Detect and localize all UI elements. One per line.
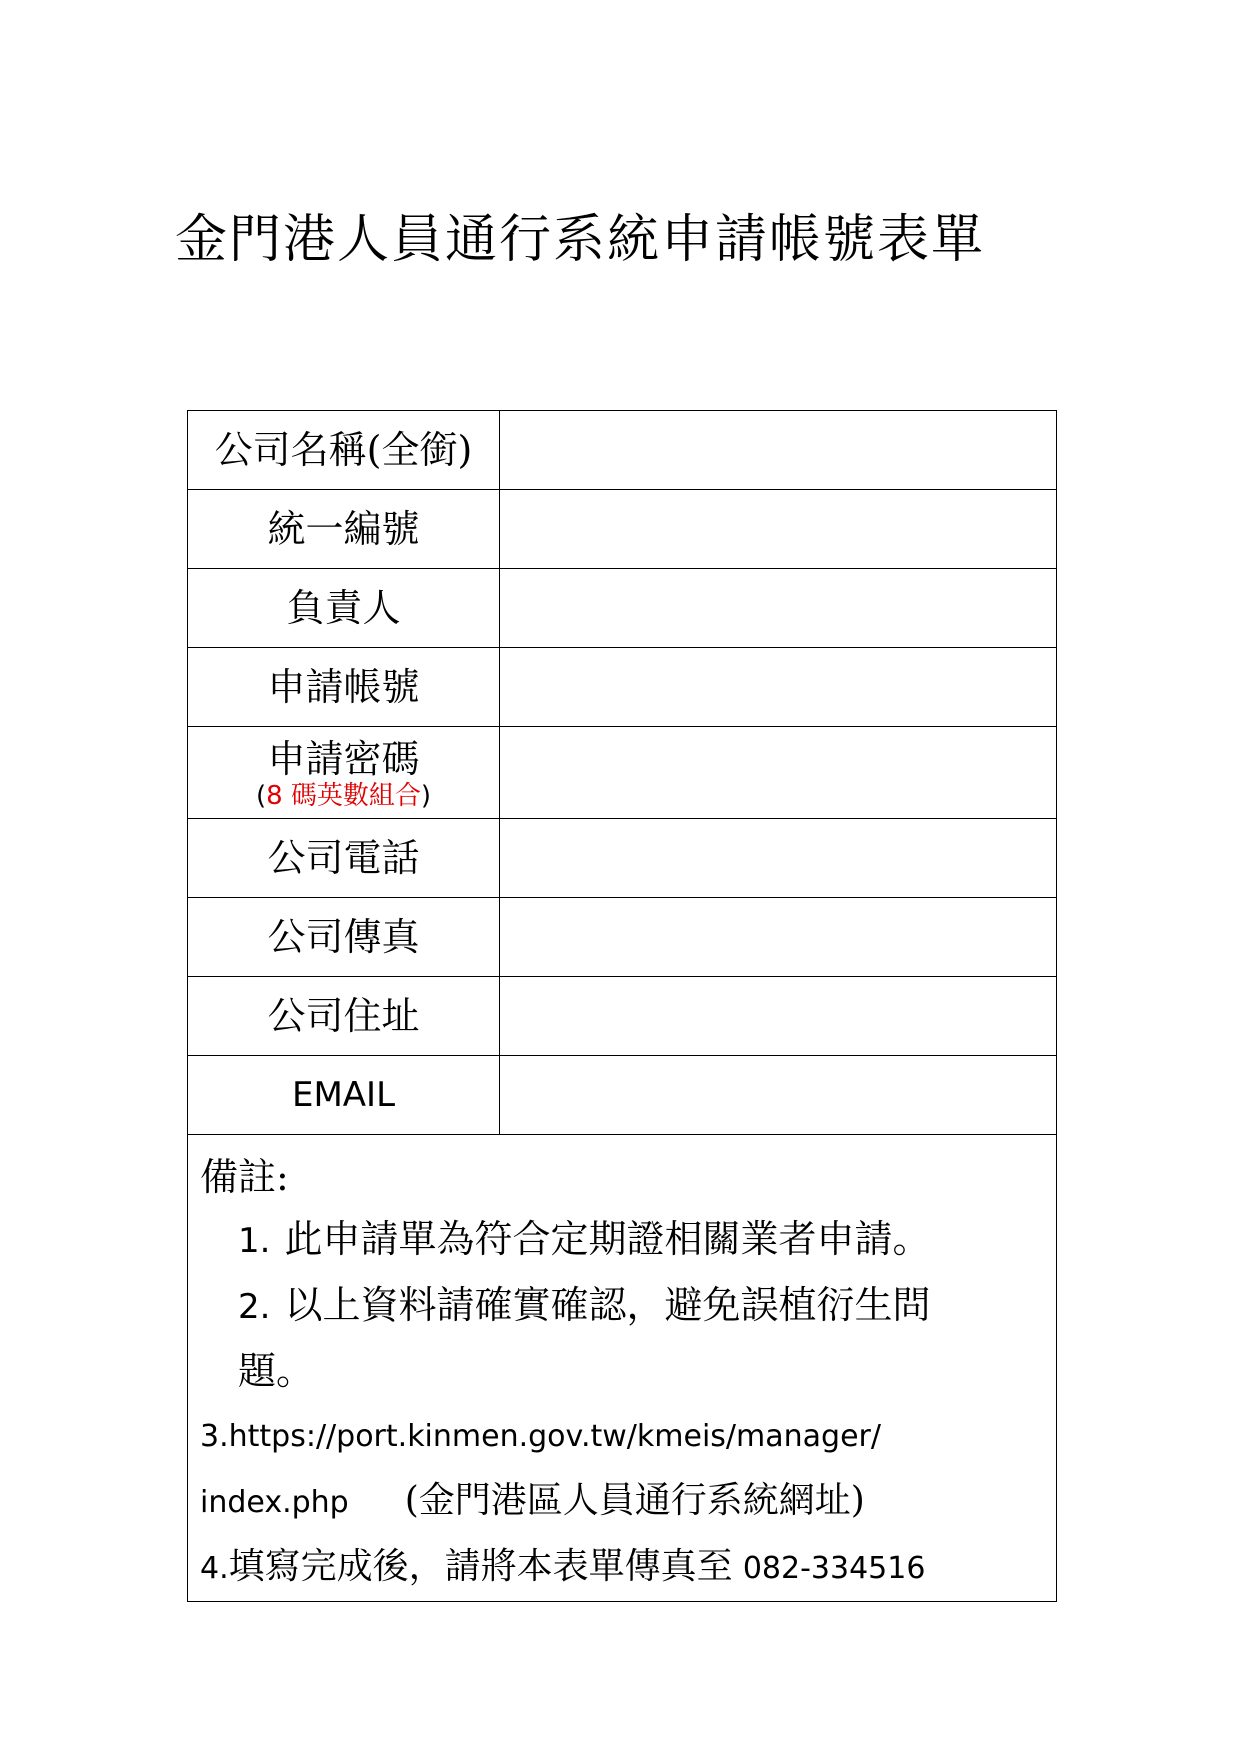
notes-row <box>188 1135 1057 1602</box>
field-label-password: 申請密碼 (8 碼英數組合) <box>188 727 500 819</box>
notes-section <box>188 1135 1057 1602</box>
table-row <box>188 1056 1057 1135</box>
field-value-fax[interactable] <box>500 898 1057 977</box>
password-hint: (8 碼英數組合) <box>255 780 432 811</box>
page-title: 金門港人員通行系統申請帳號表單 <box>174 210 985 270</box>
field-value-representative[interactable] <box>500 569 1057 648</box>
notes-heading: 備註: <box>200 1155 289 1199</box>
field-value-password[interactable] <box>500 727 1057 819</box>
table-row <box>188 411 1057 490</box>
table-row <box>188 490 1057 569</box>
field-label-tax-id: 統一編號 <box>188 490 500 569</box>
table-row <box>188 898 1057 977</box>
field-label-account: 申請帳號 <box>188 648 500 727</box>
field-value-address[interactable] <box>500 977 1057 1056</box>
application-form-table <box>187 410 1057 1602</box>
field-value-company-name[interactable] <box>500 411 1057 490</box>
field-label-email: EMAIL <box>188 1056 500 1135</box>
note-item-1: 1. 此申請單為符合定期證相關業者申請。 <box>238 1217 931 1261</box>
system-url-page: index.php <box>200 1485 349 1520</box>
note-item-3 <box>200 1403 1046 1469</box>
table-row <box>188 819 1057 898</box>
fax-number: 082-334516 <box>742 1551 926 1586</box>
note-item-3-continued: index.php (金門港區人員通行系統網址) <box>200 1480 865 1521</box>
field-value-email[interactable] <box>500 1056 1057 1135</box>
field-label-address: 公司住址 <box>188 977 500 1056</box>
notes-list <box>200 1207 1046 1403</box>
field-value-tax-id[interactable] <box>500 490 1057 569</box>
field-label-company-name: 公司名稱(全銜) <box>188 411 500 490</box>
field-label-representative: 負責人 <box>188 569 500 648</box>
note-item-4: 4.填寫完成後，請將本表單傳真至 082-334516 <box>200 1546 926 1587</box>
table-row <box>188 569 1057 648</box>
note-item-2: 2. 以上資料請確實確認，避免誤植衍生問 <box>238 1283 931 1327</box>
table-row <box>188 977 1057 1056</box>
note-item-2-continued: 題。 <box>238 1349 315 1393</box>
table-row <box>188 648 1057 727</box>
field-value-account[interactable] <box>500 648 1057 727</box>
field-label-phone: 公司電話 <box>188 819 500 898</box>
table-row <box>188 727 1057 819</box>
field-value-phone[interactable] <box>500 819 1057 898</box>
system-url: 3.https://port.kinmen.gov.tw/kmeis/manager/ <box>200 1419 881 1454</box>
field-label-fax: 公司傳真 <box>188 898 500 977</box>
